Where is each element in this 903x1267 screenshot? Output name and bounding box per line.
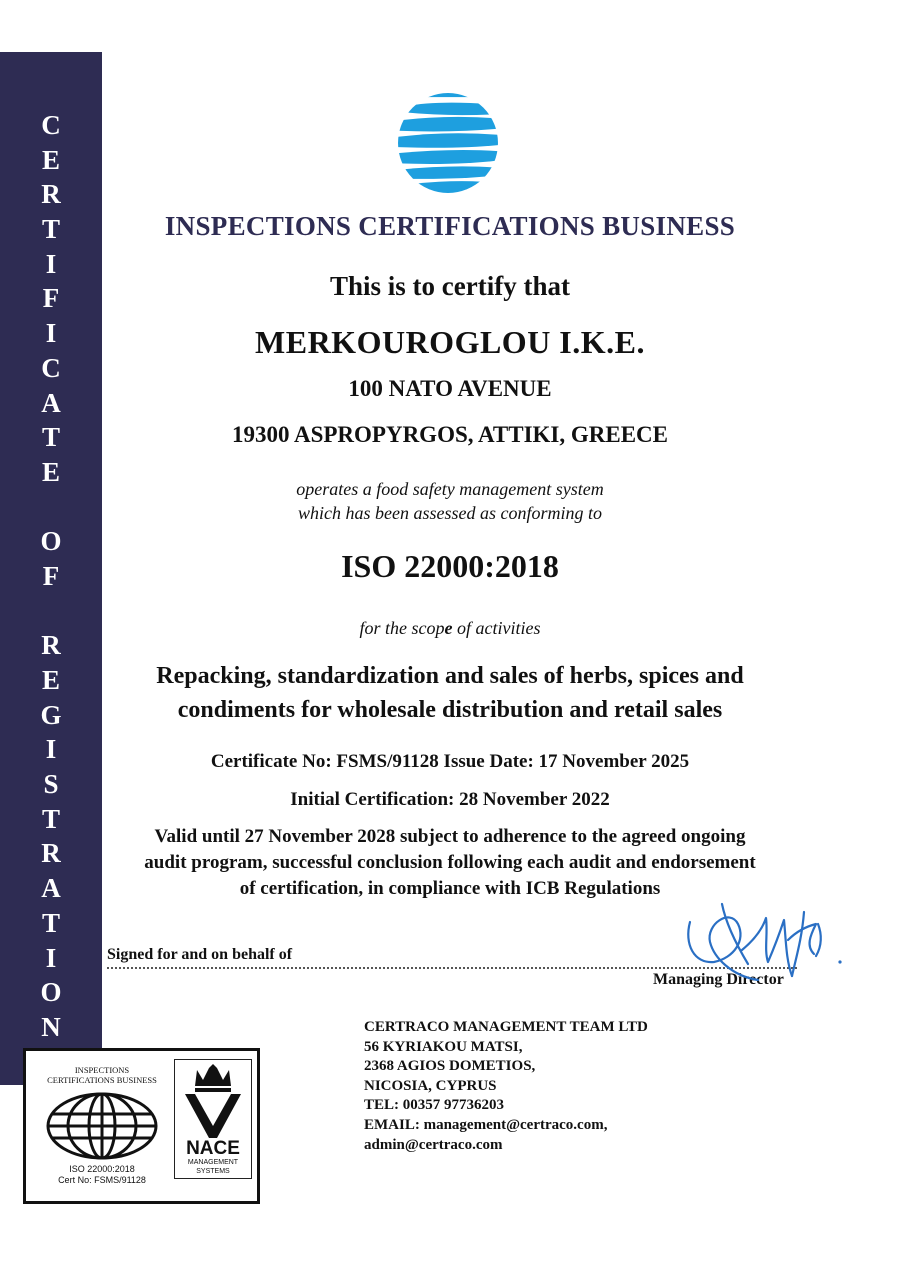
sidebar-letter: A — [41, 873, 61, 904]
handwritten-signature — [676, 884, 846, 1002]
scope-line-2: condiments for wholesale distribution and retail sales — [177, 697, 723, 723]
scope-intro: for the scope of activities — [359, 618, 541, 638]
sidebar-letter: O — [40, 977, 62, 1008]
sidebar-letter: I — [45, 318, 57, 349]
certificate-number-issue-date: Certificate No: FSMS/91128 Issue Date: 17 November 2025 — [210, 751, 690, 772]
initial-certification: Initial Certification: 28 November 2022 — [290, 789, 610, 810]
operates-line-2: which has been assessed as conforming to — [298, 503, 602, 523]
icb-badge-standard: ISO 22000:2018 — [69, 1164, 135, 1174]
sidebar-letter: O — [40, 526, 62, 557]
sidebar-letter: I — [45, 248, 57, 279]
contact-line: admin@certraco.com — [364, 1136, 503, 1153]
issuer-name: INSPECTIONS CERTIFICATIONS BUSINESS — [164, 211, 736, 241]
sidebar-vertical-title — [0, 108, 102, 1045]
sidebar-letter: I — [45, 942, 57, 973]
striped-globe-icon — [397, 92, 499, 194]
sidebar-letter: R — [41, 179, 61, 210]
sidebar-letter: T — [41, 422, 60, 453]
nace-sub-2: SYSTEMS — [196, 1168, 230, 1175]
validity-line-2: audit program, successful conclusion following each audit and endorsement — [144, 852, 756, 873]
sidebar-letter: I — [45, 734, 57, 765]
sidebar-letter: C — [41, 352, 61, 383]
nace-sub-1: MANAGEMENT — [187, 1159, 239, 1166]
sidebar-letter: E — [41, 456, 60, 487]
sidebar-letter: C — [41, 110, 61, 140]
sidebar-letter: F — [42, 560, 60, 591]
crown-check-icon — [175, 1060, 251, 1140]
contact-line: 2368 AGIOS DOMETIOS, — [364, 1058, 536, 1075]
sidebar-letter: E — [41, 665, 60, 695]
sidebar-letter: R — [41, 838, 61, 869]
sidebar-letter: A — [41, 387, 61, 418]
nace-name: NACE — [186, 1138, 240, 1159]
contact-line: CERTRACO MANAGEMENT TEAM LTD — [364, 1019, 648, 1035]
contact-line: TEL: 00357 97736203 — [364, 1097, 505, 1114]
validity-line-3: of certification, in compliance with ICB Regulations — [239, 878, 661, 899]
sidebar-letter: T — [41, 803, 60, 834]
managing-director-label: Managing Director — [653, 971, 784, 988]
icb-badge-line-1: INSPECTIONS — [74, 1065, 130, 1075]
scope-line-1: Repacking, standardization and sales of herbs, spices and — [156, 663, 744, 689]
sidebar-letter: G — [40, 699, 62, 730]
standard-title: ISO 22000:2018 — [341, 548, 559, 584]
address-line-1: 100 NATO AVENUE — [348, 376, 552, 401]
holder-name: MERKOUROGLOU I.K.E. — [255, 324, 645, 360]
icb-badge-line-2: CERTIFICATIONS BUSINESS — [47, 1075, 157, 1085]
address-line-2: 19300 ASPROPYRGOS, ATTIKI, GREECE — [231, 422, 668, 447]
globe-icon — [44, 1090, 160, 1162]
sidebar-letter: T — [41, 907, 60, 938]
validity-line-1: Valid until 27 November 2028 subject to adherence to the agreed ongoing — [154, 826, 746, 847]
accreditation-badge — [23, 1048, 260, 1204]
nace-badge — [174, 1059, 252, 1179]
sidebar-letter: F — [42, 283, 60, 314]
sidebar-letter: E — [41, 144, 60, 175]
certify-intro: This is to certify that — [330, 271, 570, 301]
icb-badge — [38, 1065, 166, 1186]
operates-line-1: operates a food safety management system — [296, 479, 604, 499]
contact-line: 56 KYRIAKOU MATSI, — [364, 1038, 523, 1055]
sidebar-letter: R — [41, 630, 61, 661]
contact-line: NICOSIA, CYPRUS — [364, 1077, 497, 1094]
sidebar-letter: T — [41, 214, 60, 245]
icb-badge-cert-no: Cert No: FSMS/91128 — [58, 1175, 146, 1185]
contact-block — [364, 1018, 648, 1155]
sidebar-letter: S — [43, 769, 59, 800]
signed-for-label: Signed for and on behalf of — [107, 946, 293, 963]
contact-line: EMAIL: management@certraco.com, — [364, 1116, 608, 1133]
sidebar-letter: N — [41, 1011, 61, 1042]
